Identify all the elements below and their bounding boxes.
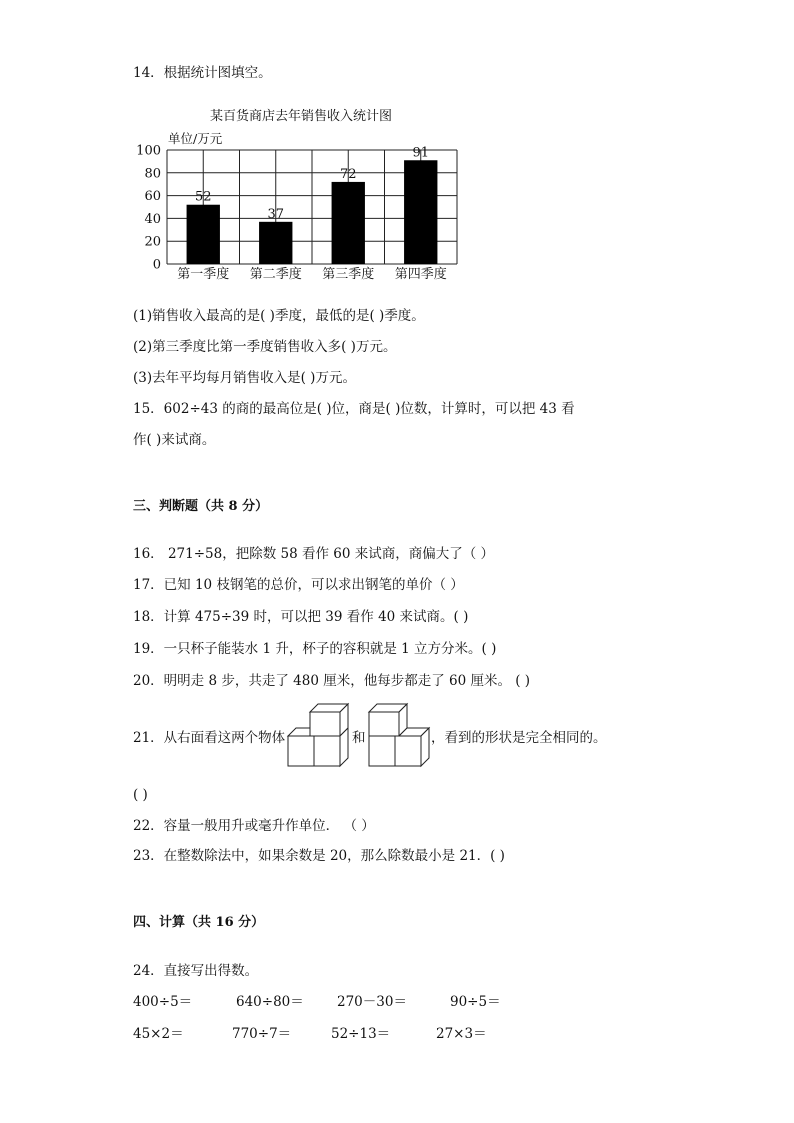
calc-item: 640÷80＝ bbox=[236, 994, 304, 1010]
calc-item: 45×2＝ bbox=[133, 1026, 184, 1042]
bar bbox=[259, 222, 292, 264]
q14-sub2: (2)第三季度比第一季度销售收入多( )万元。 bbox=[133, 339, 397, 355]
bar bbox=[332, 182, 365, 264]
q21-blank: ( ) bbox=[133, 787, 148, 803]
chart-y-unit: 单位/万元 bbox=[168, 131, 223, 146]
cube-figure-left bbox=[285, 700, 355, 770]
calc-item: 27×3＝ bbox=[436, 1026, 487, 1042]
calc-item: 400÷5＝ bbox=[133, 994, 193, 1010]
chart-title: 某百货商店去年销售收入统计图 bbox=[210, 109, 393, 124]
judge-item: 22．容量一般用升或毫升作单位． （ ） bbox=[133, 818, 375, 834]
calc-item: 52÷13＝ bbox=[331, 1026, 391, 1042]
q14-stem: 14．根据统计图填空。 bbox=[133, 65, 272, 81]
q21-middle: 和 bbox=[352, 730, 366, 746]
x-category-label: 第一季度 bbox=[177, 267, 230, 282]
q14-sub3: (3)去年平均每月销售收入是( )万元。 bbox=[133, 370, 356, 386]
x-category-label: 第二季度 bbox=[249, 267, 302, 282]
bar-value-label: 52 bbox=[194, 189, 212, 205]
judge-item: 23．在整数除法中，如果余数是 20，那么除数最小是 21．( ) bbox=[133, 848, 505, 864]
x-category-label: 第四季度 bbox=[394, 267, 447, 282]
cube-figure-right bbox=[366, 700, 436, 770]
judge-item: 19．一只杯子能装水 1 升，杯子的容积就是 1 立方分米。( ) bbox=[133, 641, 497, 657]
judge-item: 18．计算 475÷39 时，可以把 39 看作 40 来试商。( ) bbox=[133, 609, 469, 625]
bar bbox=[187, 205, 220, 264]
q24-stem: 24．直接写出得数。 bbox=[133, 963, 259, 979]
calc-item: 270－30＝ bbox=[337, 994, 407, 1010]
calc-item: 770÷7＝ bbox=[232, 1026, 292, 1042]
y-tick-label: 40 bbox=[144, 211, 161, 227]
judge-item: 20．明明走 8 步，共走了 480 厘米，他每步都走了 60 厘米。 ( ) bbox=[133, 673, 531, 689]
section-4-title: 四、计算（共 16 分） bbox=[133, 915, 265, 930]
x-category-label: 第三季度 bbox=[322, 267, 375, 282]
bar-value-label: 91 bbox=[412, 145, 430, 161]
q14-sub1: (1)销售收入最高的是( )季度，最低的是( )季度。 bbox=[133, 308, 425, 324]
bar-value-label: 72 bbox=[339, 166, 357, 182]
q21-suffix: ，看到的形状是完全相同的。 bbox=[431, 730, 607, 746]
y-tick-label: 0 bbox=[152, 257, 161, 273]
calc-item: 90÷5＝ bbox=[450, 994, 501, 1010]
q15-line2: 作( )来试商。 bbox=[133, 432, 216, 448]
y-tick-label: 100 bbox=[136, 143, 161, 159]
q21-prefix: 21．从右面看这两个物体 bbox=[133, 730, 286, 746]
bar-chart bbox=[130, 140, 470, 285]
bar bbox=[404, 160, 437, 264]
section-3-title: 三、判断题（共 8 分） bbox=[133, 499, 269, 514]
judge-item: 16． 271÷58，把除数 58 看作 60 来试商，商偏大了（ ） bbox=[133, 546, 495, 562]
bar-value-label: 37 bbox=[267, 206, 285, 222]
q15-line1: 15．602÷43 的商的最高位是( )位，商是( )位数，计算时，可以把 43 看 bbox=[133, 401, 575, 417]
y-tick-label: 20 bbox=[144, 234, 161, 250]
y-tick-label: 80 bbox=[144, 166, 161, 182]
y-tick-label: 60 bbox=[144, 189, 161, 205]
judge-item: 17．已知 10 枝钢笔的总价，可以求出钢笔的单价（ ） bbox=[133, 577, 464, 593]
